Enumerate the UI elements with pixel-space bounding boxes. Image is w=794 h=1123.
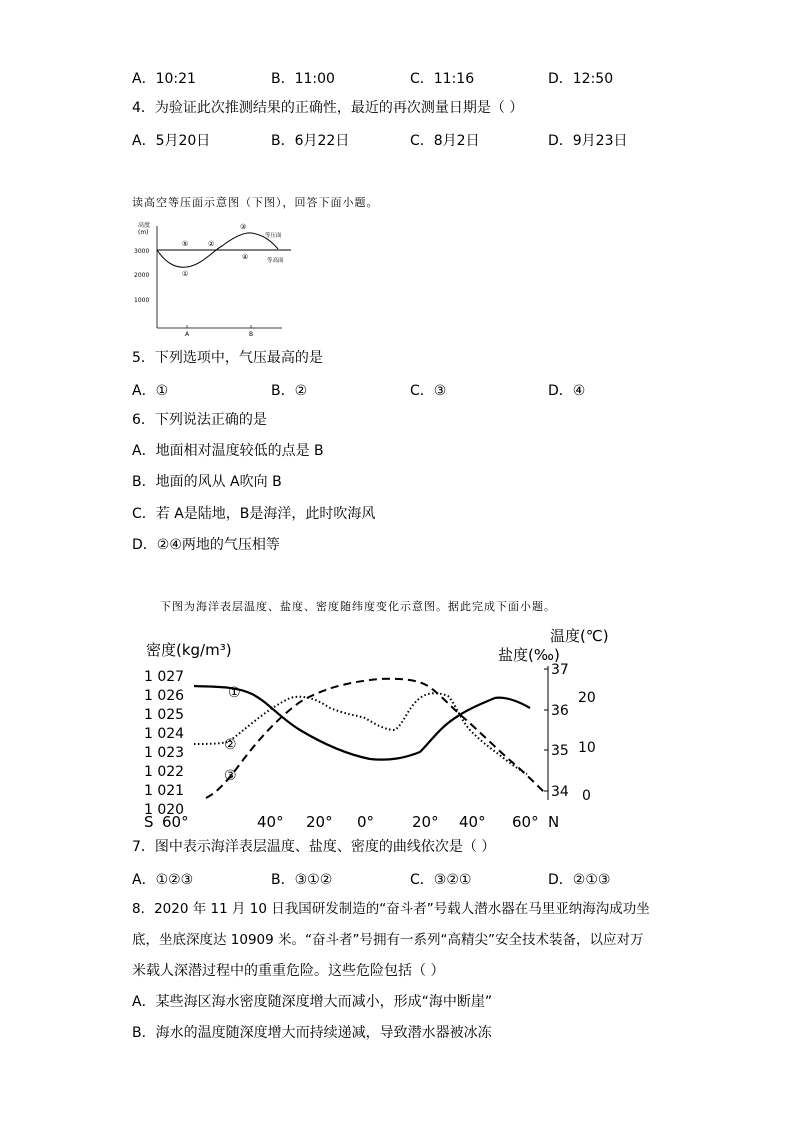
chart1-ylabel-2: (m) — [138, 229, 149, 236]
intro-ocean-figure: 下图为海洋表层温度、盐度、密度随纬度变化示意图。据此完成下面小题。 — [160, 600, 556, 613]
q5-option-a[interactable]: A．① — [132, 383, 169, 399]
density-tick-1024: 1 024 — [144, 726, 185, 742]
x-tick-s40: 40° — [257, 813, 284, 831]
q4-stem: 4．为验证此次推测结果的正确性，最近的再次测量日期是（ ） — [132, 100, 524, 116]
density-tick-1020: 1 020 — [144, 802, 185, 818]
curve-label-2: ② — [224, 737, 237, 753]
isobar-label: 等压面 — [265, 233, 282, 239]
isohypse-label: 等高面 — [267, 258, 284, 264]
x-start-label: S — [144, 813, 154, 831]
q8-stem-line-2: 底，坐底深度达 10909 米。“奋斗者”号拥有一系列“高精尖”安全技术装备，以应对万 — [132, 932, 644, 948]
x-tick-n60: 60° — [512, 813, 539, 831]
salinity-tick-37: 37 — [551, 662, 569, 678]
q8-option-b[interactable]: B．海水的温度随深度增大而持续递减，导致潜水器被冰冻 — [132, 1025, 492, 1041]
temperature-tick-20: 20 — [578, 690, 596, 706]
salinity-axis-title: 盐度(‰) — [498, 646, 560, 664]
ocean-surface-chart — [140, 622, 640, 832]
q7-options — [132, 869, 652, 887]
q3-options — [132, 68, 652, 86]
salinity-tick-34: 34 — [551, 784, 569, 800]
density-axis-title: 密度(kg/m³) — [146, 641, 232, 659]
q7-option-c[interactable]: C．③②① — [410, 872, 472, 888]
point-1: ① — [182, 270, 189, 278]
curve-label-1: ① — [228, 685, 241, 701]
q5-option-b[interactable]: B．② — [271, 383, 308, 399]
temperature-axis-title: 温度(℃) — [550, 627, 609, 645]
chart1-ytick-3000: 3000 — [134, 248, 150, 255]
chart1-ylabel-1: 高度 — [138, 222, 151, 229]
q8-stem-line-1: 8．2020 年 11 月 10 日我国研发制造的“奋斗者”号载人潜水器在马里亚纳海沟成功坐 — [132, 901, 650, 917]
q3-option-c[interactable]: C．11:16 — [410, 71, 475, 87]
point-3: ③ — [240, 223, 247, 231]
q7-option-b[interactable]: B．③①② — [271, 872, 333, 888]
point-2: ② — [208, 240, 215, 248]
q6-option-d[interactable]: D．②④两地的气压相等 — [132, 537, 280, 553]
q4-option-b[interactable]: B．6月22日 — [271, 133, 350, 149]
q6-option-c[interactable]: C．若 A是陆地，B是海洋，此时吹海风 — [132, 506, 376, 522]
x-tick-s60: 60° — [162, 813, 189, 831]
q8-option-a[interactable]: A．某些海区海水密度随深度增大而减小，形成“海中断崖” — [132, 994, 493, 1010]
q4-options — [132, 130, 652, 148]
q7-stem: 7．图中表示海洋表层温度、盐度、密度的曲线依次是（ ） — [132, 839, 496, 855]
q7-option-d[interactable]: D．②①③ — [548, 872, 611, 888]
curve-label-3: ③ — [224, 768, 237, 784]
q3-option-a[interactable]: A．10:21 — [132, 71, 196, 87]
density-tick-1026: 1 026 — [144, 688, 185, 704]
chart1-xtick-a: A — [185, 331, 190, 338]
q7-option-a[interactable]: A．①②③ — [132, 872, 194, 888]
salinity-tick-36: 36 — [551, 703, 569, 719]
density-tick-1021: 1 021 — [144, 783, 185, 799]
chart1-xtick-b: B — [249, 331, 254, 338]
q4-option-d[interactable]: D．9月23日 — [548, 133, 628, 149]
q5-stem: 5．下列选项中，气压最高的是 — [132, 350, 323, 366]
q8-stem-line-3: 米载人深潜过程中的重重危险。这些危险包括（ ） — [132, 963, 445, 979]
x-tick-n20: 20° — [412, 813, 439, 831]
q4-option-a[interactable]: A．5月20日 — [132, 133, 211, 149]
q4-option-c[interactable]: C．8月2日 — [410, 133, 480, 149]
intro-isobar-figure: 读高空等压面示意图（下图），回答下面小题。 — [132, 196, 379, 209]
temperature-tick-10: 10 — [578, 740, 596, 756]
q6-option-b[interactable]: B．地面的风从 A吹向 B — [132, 474, 282, 490]
q5-option-d[interactable]: D．④ — [548, 383, 586, 399]
density-tick-1027: 1 027 — [144, 669, 185, 685]
q3-option-d[interactable]: D．12:50 — [548, 71, 614, 87]
curve-1-solid — [194, 686, 530, 760]
q5-option-c[interactable]: C．③ — [410, 383, 447, 399]
density-tick-1022: 1 022 — [144, 764, 185, 780]
q3-option-b[interactable]: B．11:00 — [271, 71, 335, 87]
point-4: ④ — [242, 253, 249, 261]
density-tick-1023: 1 023 — [144, 745, 185, 761]
q6-option-a[interactable]: A．地面相对温度较低的点是 B — [132, 443, 324, 459]
x-tick-n40: 40° — [459, 813, 486, 831]
salinity-tick-35: 35 — [551, 743, 569, 759]
temperature-tick-0: 0 — [582, 788, 591, 804]
x-tick-s20: 20° — [306, 813, 333, 831]
point-5: ⑤ — [182, 240, 189, 248]
chart1-ytick-1000: 1000 — [134, 297, 150, 304]
chart1-ytick-2000: 2000 — [134, 272, 150, 279]
x-tick-0: 0° — [357, 813, 375, 831]
density-tick-1025: 1 025 — [144, 707, 185, 723]
isobar-diagram — [126, 216, 296, 340]
x-end-label: N — [548, 813, 560, 831]
q5-options — [132, 380, 652, 398]
q6-stem: 6．下列说法正确的是 — [132, 412, 267, 428]
